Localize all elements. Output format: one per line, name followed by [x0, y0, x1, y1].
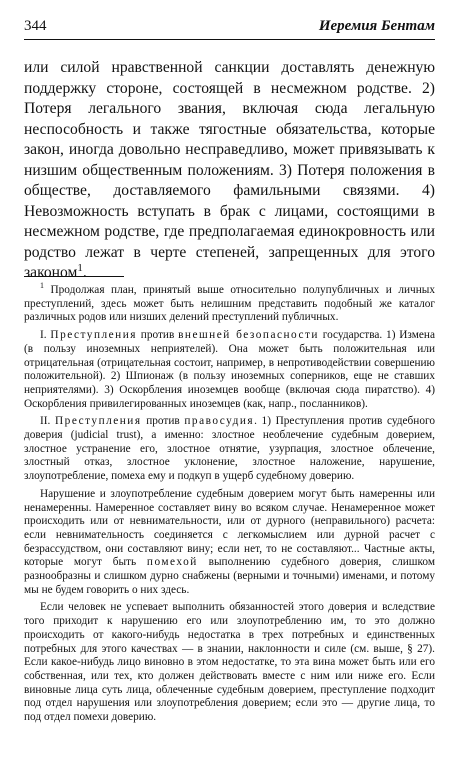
footnotes-block — [24, 281, 435, 729]
main-paragraph: или силой нравственной санкции доставлять денежную поддержку стороне, состоящей в несмежном родстве. 2) Потеря легального звания, включая сюда легальную неспособность и также тягостные обязательства, которые закон, иногда довольно несправедливо, может привязывать к низшим общественным положениям. 3) Потеря положения в обществе, доставляемого фамильными связями. 4) Невозможность вступать в брак с лицами, состоящими в несмежном родстве, где предполагаемая единокровность или родство лежат в черте степеней, запрещенных для этого законом$^1$. — [24, 59, 435, 281]
spaced-term: Преступления — [55, 415, 142, 428]
spaced-term: Преступления — [50, 329, 137, 342]
footnote-reference[interactable]: 1 — [77, 261, 83, 274]
running-head: Иеремия Бентам — [318, 18, 435, 34]
text-run: выполнению судебного доверия, слишком разнообразны и слишком дурно снабжены (верными и точными) именами, и потому мы не будем говорить о них здесь. — [24, 556, 435, 596]
footnote-1 — [24, 281, 435, 325]
text-run: против — [141, 415, 185, 428]
spaced-term: внешней безопасности — [178, 329, 319, 342]
footnote-1-text: Продолжая план, принятый выше относительно полупубличных и личных преступлений, здесь может быть нелишним представить подобный же каталог различных родов или низших делений преступлений публичных. — [24, 284, 435, 324]
footnote-paragraph-failure — [24, 601, 435, 724]
text-run: Нарушение и злоупотребление судебным доверием могут быть намеренны или ненамеренны. Намеренное составляет вину во всяком случае. Ненамеренное может происходить или от невнимательности, или от дурного (неправильного) расчета: если невнимательность соединяется с легкомыслием или дурной расчет с безрассудством, они составляют вину; если нет, то не составляют... Частные акты, которые могут быть — [24, 487, 435, 569]
text-run: государства. 1) Измена (в пользу иноземных неприятелей). Она может быть положительная или отрицательная (отрицательная состоит, например, в непротиводействии совершению положительной). 2) Шпионаж (в пользу иноземных соперников, еще не ставших неприятелями). 3) Оскорбления иноземцев вообще (включая сюда пиратство). 4) Оскорбления привилегированных иноземцев (как, напр., посланников). — [24, 329, 435, 410]
footnote-section-external-security — [24, 329, 435, 411]
footnote-number: 1 — [40, 281, 44, 291]
header-rule — [24, 39, 435, 40]
footnote-section-justice — [24, 415, 435, 484]
spaced-term: помехой — [146, 556, 198, 569]
main-text-block — [24, 58, 435, 284]
text-run: Если человек не успевает выполнить обязанностей этого доверия и вследствие того приходит к нарушению его или злоупотреблению им, то это должно происходить от какого-нибудь недостатка в трех потребных и единственных потребных для этого качествах — в знании, наклонности и силе (см. выше, § 27). Если какое-нибудь лицо виновно в этом недостатке, то эта вина может быть или его собственная, или тех, кто должен действовать вместе с ним или ниже его. Если виновные лица суть лица, облеченные судебным доверием, преступление подходит под отдел нарушения или злоупотребления доверием; если это — другие лица, то под отдел помехи доверию. — [24, 601, 435, 724]
text-run: против — [136, 329, 179, 342]
spaced-term: правосудия — [184, 415, 255, 428]
main-text: или силой нравственной санкции доставлять денежную поддержку стороне, состоящей в несмежном родстве. 2) Потеря легального звания, включая сюда легальную неспособность и также тягостные обязательства, которые закон, иногда довольно несправедливо, может привязывать к низшим общественным положениям. 3) Потеря положения в обществе, доставляемого фамильными связями. 4) Невозможность вступать в брак с лицами, состоящими в несмежном родстве, где предполагаемая единокровность или родство лежат в черте степеней, запрещенных для этого законом — [24, 59, 435, 281]
page-header — [24, 16, 435, 40]
footnote-paragraph-violation — [24, 488, 435, 598]
section-number: II. — [40, 415, 56, 428]
page-number: 344 — [24, 18, 47, 34]
footnote-separator — [24, 276, 124, 277]
text-run: . 1) Преступления против судебного доверия (judicial trust), а именно: злостное необлечение судебным доверием, злостное устранение его, злостное отнятие, узурпация, злостное облечение, злостный отказ, злостное уклонение, злостное наложение, нарушение, злоупотребление, помеха ему и подкуп в ущерб судебному доверию. — [24, 415, 435, 483]
section-number: I. — [40, 329, 51, 342]
